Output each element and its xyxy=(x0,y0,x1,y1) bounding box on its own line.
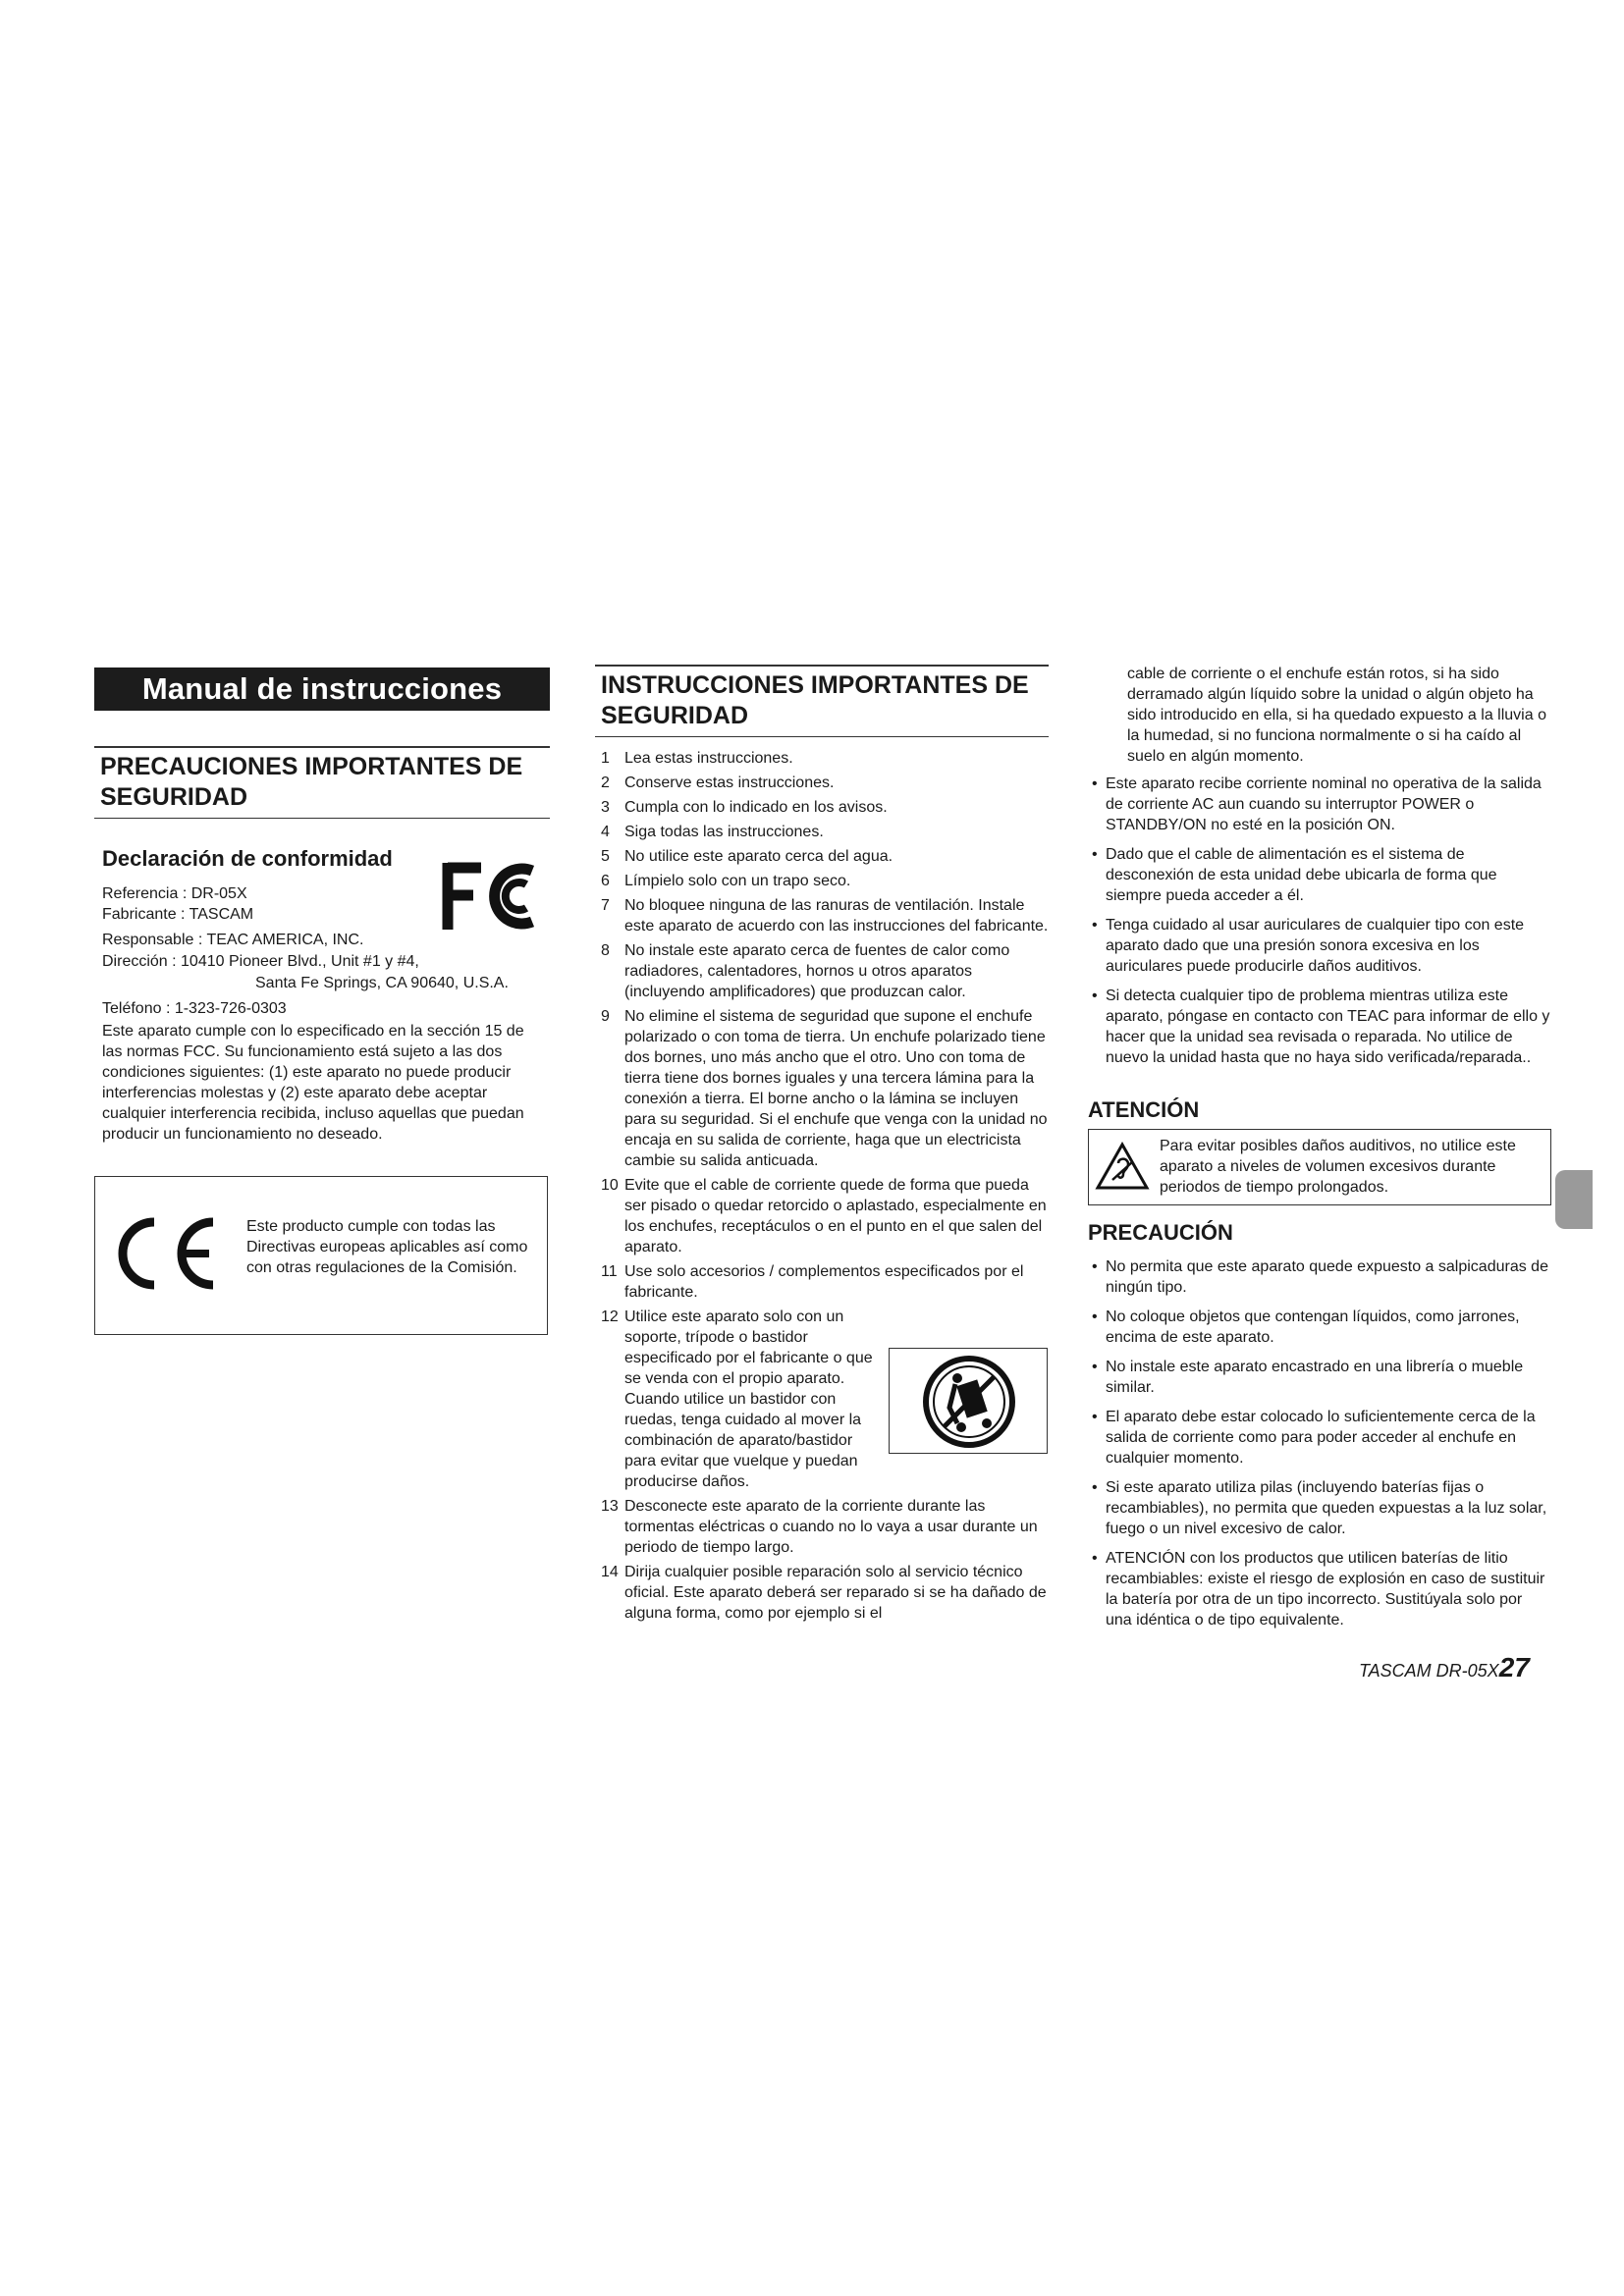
attention-box xyxy=(1088,1129,1551,1205)
info-address-city: Santa Fe Springs, CA 90640, U.S.A. xyxy=(255,975,509,991)
cart-warning-box xyxy=(889,1348,1048,1454)
hearing-damage-warning-icon xyxy=(1095,1142,1150,1191)
fcc-compliance-paragraph: Este aparato cumple con lo especificado en la sección 15 de las normas FCC. Su funcionamiento está sujeto a las dos condiciones siguientes: (1) este aparato no puede producir interferencias molestas y (2) este aparato debe aceptar cualquier interferencia recibida, incluso aquellas que puedan producir un funcionamiento no deseado. xyxy=(102,1023,524,1143)
list-item: 1 Lea estas instrucciones. xyxy=(601,750,793,767)
info-reference: Referencia : DR-05X xyxy=(102,885,247,902)
info-address: Dirección : 10410 Pioneer Blvd., Unit #1 y #4, xyxy=(102,953,419,970)
list-item: 3 Cumpla con lo indicado en los avisos. xyxy=(601,799,888,816)
list-item: • No permita que este aparato quede expuesto a salpicaduras de ningún tipo. xyxy=(1092,1258,1548,1296)
list-item: 14 Dirija cualquier posible reparación solo al servicio técnico oficial. Este aparato deberá ser reparado si se ha dañado de alguna forma, como por ejemplo si el xyxy=(601,1564,1047,1622)
list-item: 11 Use solo accesorios / complementos especificados por el fabricante. xyxy=(601,1263,1024,1301)
caution-heading: PRECAUCIÓN xyxy=(1088,1220,1233,1245)
info-phone: Teléfono : 1-323-726-0303 xyxy=(102,1000,287,1017)
continuation-paragraph: cable de corriente o el enchufe están rotos, si ha sido derramado algún líquido sobre la unidad o algún objeto ha sido introducido en ella, si ha quedado expuesto a la lluvia o la humedad, si no funciona normalmente o si ha caído al suelo en algún momento. xyxy=(1127,666,1546,765)
list-item: • No instale este aparato encastrado en una librería o mueble similar. xyxy=(1092,1359,1524,1396)
list-item: • Tenga cuidado al usar auriculares de cualquier tipo con este aparato dado que una presión sonora excesiva en los auriculares puede producirle daños auditivos. xyxy=(1092,917,1525,975)
list-item: 4 Siga todas las instrucciones. xyxy=(601,824,824,840)
list-item: • Si este aparato utiliza pilas (incluyendo baterías fijas o recambiables), no permita que queden expuestas a la luz solar, fuego o un nivel excesivo de calor. xyxy=(1092,1479,1547,1537)
list-item: 5 No utilice este aparato cerca del agua. xyxy=(601,848,893,865)
safety-bullets-top xyxy=(1088,774,1551,1077)
list-item: • No coloque objetos que contengan líquidos, como jarrones, encima de este aparato. xyxy=(1092,1308,1520,1346)
list-item: 10 Evite que el cable de corriente quede de forma que pueda ser pisado o quedar retorcido o aplastado, especialmente en los enchufes, receptáculos o en el punto en el que salen del aparato. xyxy=(601,1177,1047,1255)
list-item: • ATENCIÓN con los productos que utilicen baterías de litio recambiables: existe el riesgo de explosión en caso de sustituir la batería por otra de un tipo incorrecto. Sustitúyala solo por una idéntica o de tipo equivalente. xyxy=(1092,1550,1545,1629)
list-item: 13 Desconecte este aparato de la corriente durante las tormentas eléctricas o cuando no lo vaya a usar durante un periodo de tiempo largo. xyxy=(601,1498,1038,1556)
section-side-tab xyxy=(1555,1170,1593,1229)
page-number: 27 xyxy=(1498,1652,1530,1682)
info-responsible: Responsable : TEAC AMERICA, INC. xyxy=(102,932,364,948)
safety-instructions-list xyxy=(595,748,1049,1628)
manual-title-banner: Manual de instrucciones xyxy=(94,667,550,711)
list-item: • Este aparato recibe corriente nominal no operativa de la salida de corriente AC aun cuando su interruptor POWER o STANDBY/ON no esté en la posición ON. xyxy=(1092,775,1542,833)
list-item: • Si detecta cualquier tipo de problema mientras utiliza este aparato, póngase en contacto con TEAC para informar de ello y hacer que la unidad sea revisada o reparada. No utilice de nuevo la unidad hasta que no haya sido verificada/reparada.. xyxy=(1092,988,1550,1066)
list-item: 8 No instale este aparato cerca de fuentes de calor como radiadores, calentadores, hornos u otros aparatos (incluyendo amplificadores) que produzcan calor. xyxy=(601,942,1010,1000)
list-item: 7 No bloquee ninguna de las ranuras de ventilación. Instale este aparato de acuerdo con las instrucciones del fabricante. xyxy=(601,897,1049,934)
list-item: • El aparato debe estar colocado lo suficientemente cerca de la salida de corriente como para poder acceder al enchufe en cualquier momento. xyxy=(1092,1409,1536,1467)
fcc-logo xyxy=(438,857,546,935)
list-item: 6 Límpielo solo con un trapo seco. xyxy=(601,873,851,889)
info-manufacturer: Fabricante : TASCAM xyxy=(102,906,254,923)
footer-brand: TASCAM DR-05X xyxy=(1359,1661,1499,1681)
page-footer xyxy=(1359,1652,1530,1683)
attention-text: Para evitar posibles daños auditivos, no utilice este aparato a niveles de volumen excesivos durante periodos de tiempo prolongados. xyxy=(1160,1138,1516,1196)
caution-bullets xyxy=(1088,1256,1551,1639)
list-item: 12 Utilice este aparato solo con un soporte, trípode o bastidor especificado por el fabricante o que se venda con el propio aparato. Cuando utilice un bastidor con ruedas, tenga cuidado al mover la combinación de aparato/bastidor para evitar que vuelque y puedan producirse daños. xyxy=(601,1308,873,1490)
cart-tip-over-warning-icon xyxy=(922,1355,1016,1449)
list-item: • Dado que el cable de alimentación es el sistema de desconexión de esta unidad debe ubicarla de forma que siempre pueda acceder a él. xyxy=(1092,846,1497,904)
list-item: 9 No elimine el sistema de seguridad que supone el enchufe polarizado o con toma de tierra. Un enchufe polarizado tiene dos bornes, uno más ancho que el otro. Uno con toma de tierra tiene dos bornes iguales y una tercera lámina para la conexión a tierra. El borne ancho o la lámina se incluyen para su seguridad. Si el enchufe que venga con la unidad no encaja en su salida de corriente, haga que un electricista cambie su salida anticuada. xyxy=(601,1008,1048,1169)
section-heading-precautions: PRECAUCIONES IMPORTANTES DE SEGURIDAD xyxy=(94,746,550,819)
ce-compliance-text: Este producto cumple con todas las Directivas europeas aplicables así como con otras regulaciones de la Comisión. xyxy=(246,1218,528,1276)
attention-heading: ATENCIÓN xyxy=(1088,1097,1200,1122)
list-item: 2 Conserve estas instrucciones. xyxy=(601,774,835,791)
ce-compliance-box xyxy=(94,1176,548,1335)
subheading-declaration: Declaración de conformidad xyxy=(102,846,393,871)
section-heading-instructions: INSTRUCCIONES IMPORTANTES DE SEGURIDAD xyxy=(595,665,1049,737)
ce-mark-logo xyxy=(111,1214,221,1293)
